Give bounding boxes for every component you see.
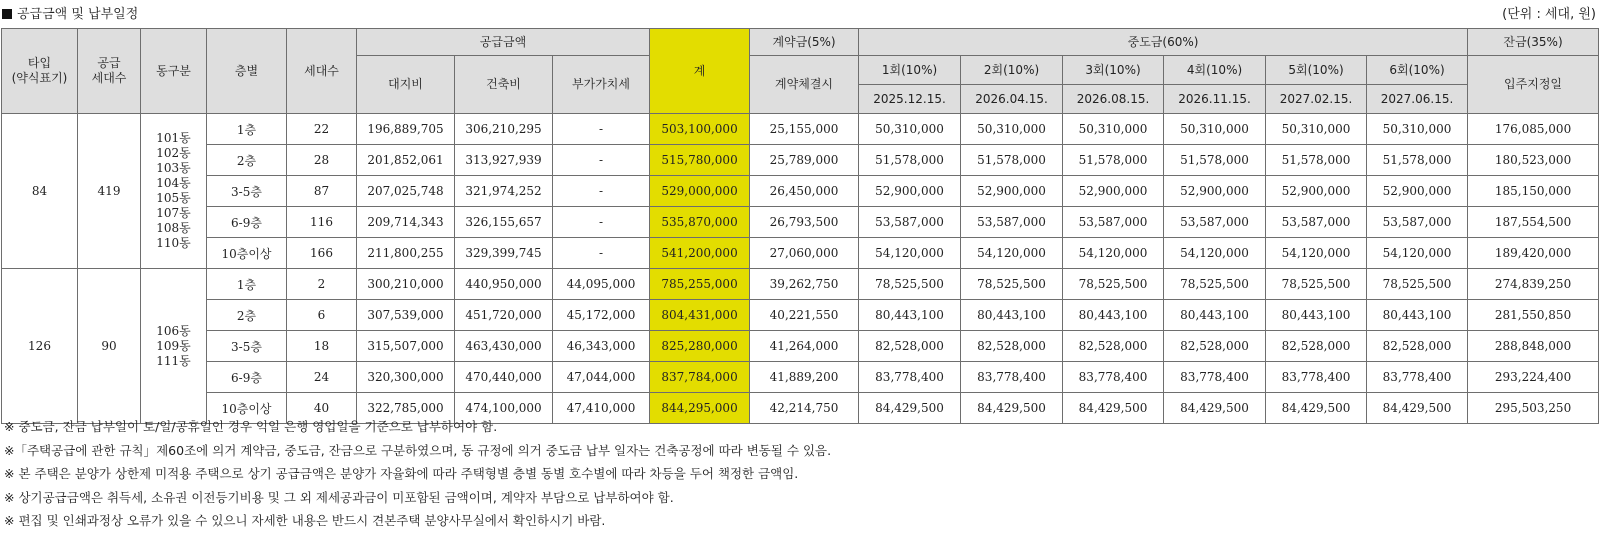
middle-payment-cell: 51,578,000: [1266, 145, 1367, 176]
deposit-cell: 40,221,550: [750, 300, 859, 331]
footnote: ※ 본 주택은 분양가 상한제 미적용 주택으로 상기 공급금액은 분양가 자율화에 따라 주택형별 층별 동별 호수별에 따라 차등을 두어 책정한 금액임.: [4, 466, 799, 481]
households-cell: 22: [287, 114, 357, 145]
households-cell: 28: [287, 145, 357, 176]
table-row: [2, 362, 1599, 393]
total-cell: 515,780,000: [650, 145, 750, 176]
header-floor: 층별: [207, 29, 287, 114]
middle-payment-cell: 82,528,000: [961, 331, 1063, 362]
floor-cell: 10층이상: [207, 238, 287, 269]
vat-cell: 46,343,000: [553, 331, 650, 362]
middle-payment-cell: 50,310,000: [1164, 114, 1266, 145]
page-title-text: 공급금액 및 납부일정: [17, 7, 139, 22]
middle-payment-cell: 51,578,000: [961, 145, 1063, 176]
balance-cell: 288,848,000: [1468, 331, 1599, 362]
middle-payment-cell: 52,900,000: [1266, 176, 1367, 207]
total-cell: 825,280,000: [650, 331, 750, 362]
middle-payment-cell: 54,120,000: [859, 238, 961, 269]
square-bullet-icon: [2, 9, 12, 19]
middle-payment-cell: 78,525,500: [1063, 269, 1164, 300]
header-total: 계: [650, 29, 750, 114]
floor-cell: 2층: [207, 145, 287, 176]
balance-cell: 187,554,500: [1468, 207, 1599, 238]
building-cell: 463,430,000: [455, 331, 553, 362]
middle-payment-cell: 80,443,100: [1266, 300, 1367, 331]
middle-payment-cell: 84,429,500: [859, 393, 961, 424]
table-row: [2, 176, 1599, 207]
middle-payment-cell: 54,120,000: [1164, 238, 1266, 269]
header-installment-label: 6회(10%): [1367, 56, 1468, 85]
middle-payment-cell: 83,778,400: [961, 362, 1063, 393]
header-deposit: 계약금(5%): [750, 29, 859, 56]
land-cell: 307,539,000: [357, 300, 455, 331]
households-cell: 6: [287, 300, 357, 331]
middle-payment-cell: 78,525,500: [961, 269, 1063, 300]
households-cell: 24: [287, 362, 357, 393]
footnote: ※ 상기공급금액은 취득세, 소유권 이전등기비용 및 그 외 제세공과금이 미포함된 금액이며, 계약자 부담으로 납부하여야 함.: [4, 489, 674, 505]
header-deposit-when: 계약체결시: [750, 56, 859, 114]
middle-payment-cell: 82,528,000: [1164, 331, 1266, 362]
middle-payment-cell: 82,528,000: [1063, 331, 1164, 362]
households-cell: 166: [287, 238, 357, 269]
middle-payment-cell: 82,528,000: [1367, 331, 1468, 362]
table-row: [2, 114, 1599, 145]
land-cell: 207,025,748: [357, 176, 455, 207]
header-building: 건축비: [455, 56, 553, 114]
table-row: [2, 207, 1599, 238]
header-dong: 동구분: [141, 29, 207, 114]
building-cell: 451,720,000: [455, 300, 553, 331]
middle-payment-cell: 50,310,000: [1367, 114, 1468, 145]
middle-payment-cell: 52,900,000: [1063, 176, 1164, 207]
header-installment-date: 2026.04.15.: [961, 85, 1063, 114]
building-cell: 474,100,000: [455, 393, 553, 424]
middle-payment-cell: 50,310,000: [961, 114, 1063, 145]
middle-payment-cell: 53,587,000: [961, 207, 1063, 238]
total-cell: 785,255,000: [650, 269, 750, 300]
middle-payment-cell: 78,525,500: [1266, 269, 1367, 300]
dong-cell: 101동 102동 103동 104동 105동 107동 108동 110동: [141, 114, 207, 269]
land-cell: 322,785,000: [357, 393, 455, 424]
table-row: [2, 331, 1599, 362]
middle-payment-cell: 54,120,000: [961, 238, 1063, 269]
building-cell: 306,210,295: [455, 114, 553, 145]
building-cell: 440,950,000: [455, 269, 553, 300]
total-cell: 529,000,000: [650, 176, 750, 207]
table-row: [2, 145, 1599, 176]
type-cell: 84: [2, 114, 78, 269]
middle-payment-cell: 50,310,000: [859, 114, 961, 145]
middle-payment-cell: 84,429,500: [1164, 393, 1266, 424]
price-table: [1, 28, 1599, 424]
vat-cell: -: [553, 176, 650, 207]
table-row: [2, 238, 1599, 269]
floor-cell: 1층: [207, 269, 287, 300]
deposit-cell: 26,450,000: [750, 176, 859, 207]
balance-cell: 274,839,250: [1468, 269, 1599, 300]
table-header: [2, 29, 1599, 114]
land-cell: 201,852,061: [357, 145, 455, 176]
floor-cell: 1층: [207, 114, 287, 145]
total-cell: 535,870,000: [650, 207, 750, 238]
building-cell: 329,399,745: [455, 238, 553, 269]
middle-payment-cell: 51,578,000: [1063, 145, 1164, 176]
middle-payment-cell: 53,587,000: [1164, 207, 1266, 238]
land-cell: 211,800,255: [357, 238, 455, 269]
middle-payment-cell: 82,528,000: [1266, 331, 1367, 362]
deposit-cell: 27,060,000: [750, 238, 859, 269]
header-middle: 중도금(60%): [859, 29, 1468, 56]
middle-payment-cell: 84,429,500: [1063, 393, 1164, 424]
balance-cell: 189,420,000: [1468, 238, 1599, 269]
middle-payment-cell: 52,900,000: [859, 176, 961, 207]
middle-payment-cell: 83,778,400: [859, 362, 961, 393]
page-title: [2, 3, 138, 22]
vat-cell: -: [553, 238, 650, 269]
total-cell: 503,100,000: [650, 114, 750, 145]
land-cell: 209,714,343: [357, 207, 455, 238]
middle-payment-cell: 82,528,000: [859, 331, 961, 362]
deposit-cell: 42,214,750: [750, 393, 859, 424]
middle-payment-cell: 53,587,000: [859, 207, 961, 238]
header-installment-date: 2027.02.15.: [1266, 85, 1367, 114]
footnote: ※ 중도금, 잔금 납부일이 토/일/공휴일인 경우 익일 은행 영업일을 기준으로 납부하여야 함.: [4, 419, 498, 434]
middle-payment-cell: 83,778,400: [1063, 362, 1164, 393]
middle-payment-cell: 53,587,000: [1063, 207, 1164, 238]
floor-cell: 10층이상: [207, 393, 287, 424]
header-households: 세대수: [287, 29, 357, 114]
units-cell: 419: [78, 114, 141, 269]
middle-payment-cell: 53,587,000: [1266, 207, 1367, 238]
middle-payment-cell: 54,120,000: [1367, 238, 1468, 269]
header-installment-date: 2026.08.15.: [1063, 85, 1164, 114]
deposit-cell: 25,789,000: [750, 145, 859, 176]
table-row: [2, 300, 1599, 331]
middle-payment-cell: 78,525,500: [1164, 269, 1266, 300]
vat-cell: -: [553, 207, 650, 238]
deposit-cell: 25,155,000: [750, 114, 859, 145]
households-cell: 116: [287, 207, 357, 238]
title-bar: [0, 0, 1600, 27]
dong-cell: 106동 109동 111동: [141, 269, 207, 424]
middle-payment-cell: 80,443,100: [1164, 300, 1266, 331]
middle-payment-cell: 54,120,000: [1266, 238, 1367, 269]
total-cell: 837,784,000: [650, 362, 750, 393]
middle-payment-cell: 51,578,000: [859, 145, 961, 176]
households-cell: 2: [287, 269, 357, 300]
units-cell: 90: [78, 269, 141, 424]
vat-cell: 47,410,000: [553, 393, 650, 424]
households-cell: 40: [287, 393, 357, 424]
header-supply-units: 공급 세대수: [78, 29, 141, 114]
balance-cell: 185,150,000: [1468, 176, 1599, 207]
middle-payment-cell: 52,900,000: [961, 176, 1063, 207]
middle-payment-cell: 52,900,000: [1164, 176, 1266, 207]
balance-cell: 176,085,000: [1468, 114, 1599, 145]
header-installment-label: 2회(10%): [961, 56, 1063, 85]
middle-payment-cell: 83,778,400: [1367, 362, 1468, 393]
header-installment-label: 1회(10%): [859, 56, 961, 85]
balance-cell: 293,224,400: [1468, 362, 1599, 393]
table-body: [2, 114, 1599, 424]
balance-cell: 295,503,250: [1468, 393, 1599, 424]
header-balance: 잔금(35%): [1468, 29, 1599, 56]
type-cell: 126: [2, 269, 78, 424]
floor-cell: 6-9층: [207, 362, 287, 393]
total-cell: 844,295,000: [650, 393, 750, 424]
vat-cell: -: [553, 145, 650, 176]
middle-payment-cell: 83,778,400: [1164, 362, 1266, 393]
footnotes: [4, 415, 831, 533]
header-installment-date: 2026.11.15.: [1164, 85, 1266, 114]
total-cell: 541,200,000: [650, 238, 750, 269]
middle-payment-cell: 78,525,500: [1367, 269, 1468, 300]
header-installment-label: 3회(10%): [1063, 56, 1164, 85]
middle-payment-cell: 50,310,000: [1063, 114, 1164, 145]
middle-payment-cell: 53,587,000: [1367, 207, 1468, 238]
header-installment-label: 5회(10%): [1266, 56, 1367, 85]
land-cell: 300,210,000: [357, 269, 455, 300]
deposit-cell: 26,793,500: [750, 207, 859, 238]
middle-payment-cell: 84,429,500: [961, 393, 1063, 424]
floor-cell: 3-5층: [207, 176, 287, 207]
vat-cell: 44,095,000: [553, 269, 650, 300]
unit-note: (단위 : 세대, 원): [1502, 7, 1596, 22]
deposit-cell: 39,262,750: [750, 269, 859, 300]
vat-cell: -: [553, 114, 650, 145]
middle-payment-cell: 80,443,100: [1367, 300, 1468, 331]
middle-payment-cell: 78,525,500: [859, 269, 961, 300]
floor-cell: 2층: [207, 300, 287, 331]
header-installment-date: 2025.12.15.: [859, 85, 961, 114]
middle-payment-cell: 80,443,100: [961, 300, 1063, 331]
floor-cell: 3-5층: [207, 331, 287, 362]
middle-payment-cell: 51,578,000: [1164, 145, 1266, 176]
middle-payment-cell: 50,310,000: [1266, 114, 1367, 145]
table-row: [2, 269, 1599, 300]
header-land: 대지비: [357, 56, 455, 114]
header-vat: 부가가치세: [553, 56, 650, 114]
header-type: 타입 (약식표기): [2, 29, 78, 114]
middle-payment-cell: 83,778,400: [1266, 362, 1367, 393]
households-cell: 18: [287, 331, 357, 362]
middle-payment-cell: 52,900,000: [1367, 176, 1468, 207]
deposit-cell: 41,264,000: [750, 331, 859, 362]
building-cell: 313,927,939: [455, 145, 553, 176]
middle-payment-cell: 80,443,100: [859, 300, 961, 331]
total-cell: 804,431,000: [650, 300, 750, 331]
land-cell: 315,507,000: [357, 331, 455, 362]
households-cell: 87: [287, 176, 357, 207]
balance-cell: 180,523,000: [1468, 145, 1599, 176]
header-installment-label: 4회(10%): [1164, 56, 1266, 85]
footnote: ※ 편집 및 인쇄과정상 오류가 있을 수 있으니 자세한 내용은 반드시 견본주택 분양사무실에서 확인하시기 바람.: [4, 513, 606, 528]
deposit-cell: 41,889,200: [750, 362, 859, 393]
building-cell: 326,155,657: [455, 207, 553, 238]
middle-payment-cell: 84,429,500: [1266, 393, 1367, 424]
middle-payment-cell: 51,578,000: [1367, 145, 1468, 176]
building-cell: 321,974,252: [455, 176, 553, 207]
header-balance-when: 입주지정일: [1468, 56, 1599, 114]
land-cell: 196,889,705: [357, 114, 455, 145]
vat-cell: 45,172,000: [553, 300, 650, 331]
header-installment-date: 2027.06.15.: [1367, 85, 1468, 114]
header-supply-amount: 공급금액: [357, 29, 650, 56]
floor-cell: 6-9층: [207, 207, 287, 238]
middle-payment-cell: 54,120,000: [1063, 238, 1164, 269]
vat-cell: 47,044,000: [553, 362, 650, 393]
middle-payment-cell: 80,443,100: [1063, 300, 1164, 331]
building-cell: 470,440,000: [455, 362, 553, 393]
land-cell: 320,300,000: [357, 362, 455, 393]
balance-cell: 281,550,850: [1468, 300, 1599, 331]
middle-payment-cell: 84,429,500: [1367, 393, 1468, 424]
footnote: ※「주택공급에 관한 규칙」제60조에 의거 계약금, 중도금, 잔금으로 구분하였으며, 동 규정에 의거 중도금 납부 일자는 건축공정에 따라 변동될 수 있음.: [4, 442, 832, 458]
